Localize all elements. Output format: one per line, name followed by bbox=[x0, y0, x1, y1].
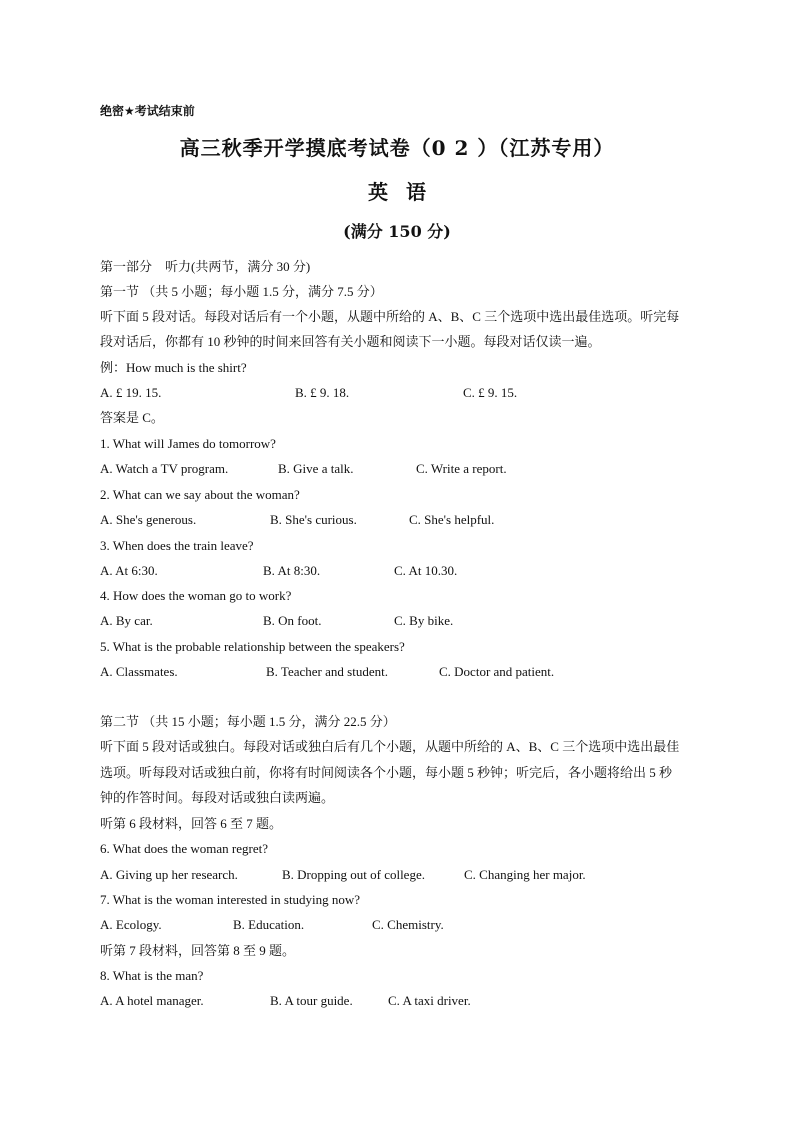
option-b: B. Give a talk. bbox=[278, 461, 354, 476]
option-b: B. At 8:30. bbox=[263, 563, 321, 578]
example-question: 例：How much is the shirt? bbox=[100, 360, 247, 375]
section1-heading: 第一节 （共 5 小题；每小题 1.5 分，满分 7.5 分） bbox=[100, 284, 383, 299]
option-a: A. £ 19. 15. bbox=[100, 385, 162, 400]
material-6-note: 听第 6 段材料，回答 6 至 7 题。 bbox=[100, 816, 283, 831]
option-c: C. At 10.30. bbox=[394, 563, 458, 578]
option-b: B. Education. bbox=[233, 917, 305, 932]
option-a: A. She's generous. bbox=[100, 512, 197, 527]
option-b: B. £ 9. 18. bbox=[295, 385, 350, 400]
option-b: B. She's curious. bbox=[270, 512, 357, 527]
question-8: 8. What is the man? bbox=[100, 968, 204, 983]
subject-title: 英语 bbox=[368, 180, 444, 204]
part1-heading: 第一部分 听力(共两节，满分 30 分) bbox=[100, 259, 311, 274]
exam-title: 高三秋季开学摸底考试卷（0 2 ）（江苏专用） bbox=[179, 136, 615, 160]
question-4: 4. How does the woman go to work? bbox=[100, 588, 292, 603]
option-b: B. On foot. bbox=[263, 613, 322, 628]
secret-mark: 绝密★考试结束前 bbox=[100, 104, 195, 118]
option-a: A. A hotel manager. bbox=[100, 993, 204, 1008]
section1-instruction-1: 听下面 5 段对话。每段对话后有一个小题，从题中所给的 A、B、C 三个选项中选出最佳选项。听完每 bbox=[100, 309, 680, 324]
option-c: C. Doctor and patient. bbox=[439, 664, 555, 679]
question-6: 6. What does the woman regret? bbox=[100, 841, 268, 856]
full-score: (满分 150 分) bbox=[343, 222, 451, 241]
option-c: C. By bike. bbox=[394, 613, 454, 628]
question-2: 2. What can we say about the woman? bbox=[100, 487, 300, 502]
section2-instruction-2: 选项。听每段对话或独白前，你将有时间阅读各个小题，每小题 5 秒钟；听完后，各小题将给出 5 秒 bbox=[100, 765, 673, 780]
option-c: C. She's helpful. bbox=[409, 512, 495, 527]
section1-instruction-2: 段对话后，你都有 10 秒钟的时间来回答有关小题和阅读下一小题。每段对话仅读一遍。 bbox=[100, 334, 601, 349]
option-a: A. At 6:30. bbox=[100, 563, 158, 578]
option-b: B. Dropping out of college. bbox=[282, 867, 425, 882]
example-answer: 答案是 C。 bbox=[100, 410, 164, 425]
section2-instruction-3: 钟的作答时间。每段对话或独白读两遍。 bbox=[100, 790, 335, 805]
material-7-note: 听第 7 段材料，回答第 8 至 9 题。 bbox=[100, 943, 296, 958]
option-a: A. Ecology. bbox=[100, 917, 162, 932]
option-b: B. A tour guide. bbox=[270, 993, 353, 1008]
option-a: A. Watch a TV program. bbox=[100, 461, 229, 476]
question-5: 5. What is the probable relationship between the speakers? bbox=[100, 639, 405, 654]
option-c: C. £ 9. 15. bbox=[463, 385, 518, 400]
question-7: 7. What is the woman interested in studying now? bbox=[100, 892, 361, 907]
option-b: B. Teacher and student. bbox=[266, 664, 388, 679]
option-a: A. By car. bbox=[100, 613, 153, 628]
option-c: C. Write a report. bbox=[416, 461, 507, 476]
option-a: A. Giving up her research. bbox=[100, 867, 238, 882]
section2-instruction-1: 听下面 5 段对话或独白。每段对话或独白后有几个小题，从题中所给的 A、B、C 三个选项中选出最佳 bbox=[100, 739, 680, 754]
option-c: C. Changing her major. bbox=[464, 867, 586, 882]
option-c: C. A taxi driver. bbox=[388, 993, 471, 1008]
option-c: C. Chemistry. bbox=[372, 917, 444, 932]
section2-heading: 第二节 （共 15 小题；每小题 1.5 分，满分 22.5 分） bbox=[100, 714, 396, 729]
option-a: A. Classmates. bbox=[100, 664, 178, 679]
question-3: 3. When does the train leave? bbox=[100, 538, 254, 553]
question-1: 1. What will James do tomorrow? bbox=[100, 436, 276, 451]
